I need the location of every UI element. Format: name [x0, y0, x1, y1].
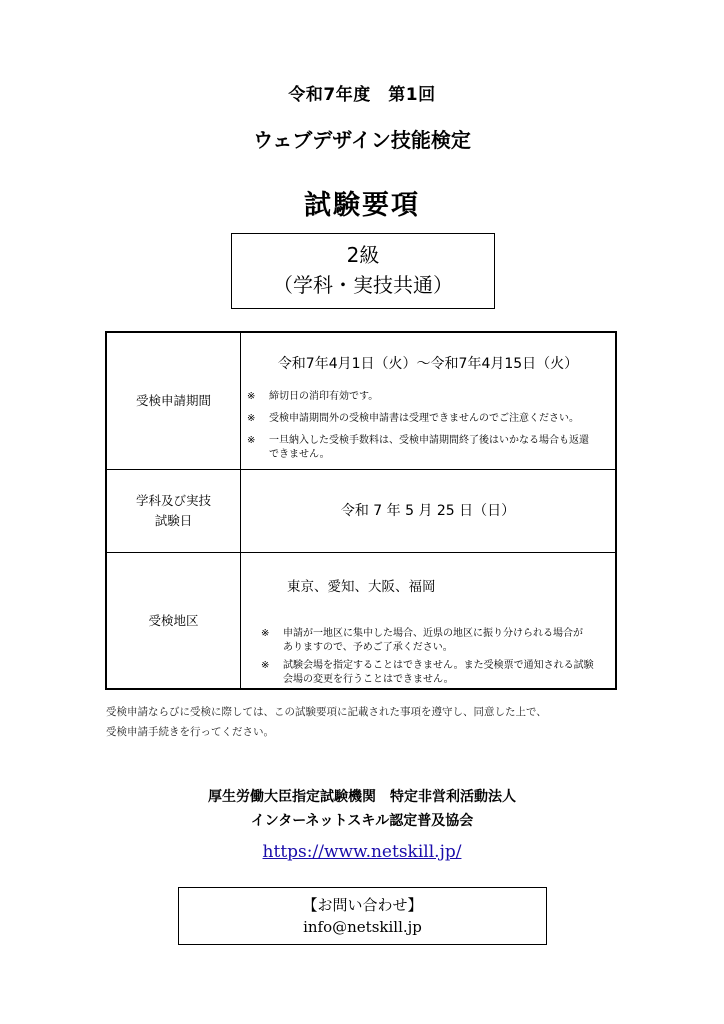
organization-website-link[interactable]: https://www.netskill.jp/: [262, 842, 462, 862]
contact-heading: 【お問い合わせ】: [302, 896, 423, 914]
row-label-application-period: 受検申請期間: [107, 333, 241, 469]
organization-line1: 厚生労働大臣指定試験機関 特定非営利活動法人: [208, 789, 516, 805]
application-dates: 令和7年4月1日（火）～令和7年4月15日（火）: [277, 356, 579, 372]
footnote-line1: 受検申請ならびに受検に際しては、この試験要項に記載された事項を遵守し、同意した上で、: [106, 706, 547, 718]
row-content-exam-region: [241, 553, 615, 688]
contact-box: [178, 887, 547, 945]
exam-regions: 東京、愛知、大阪、福岡: [287, 579, 436, 595]
row-label-exam-region: 受検地区: [107, 553, 241, 688]
note-text-line1: 申請が一地区に集中した場合、近県の地区に振り分けられる場合が: [283, 628, 583, 639]
era-round-heading: 令和7年度 第1回: [288, 85, 436, 105]
note-text-line2: 会場の変更を行うことはできません。: [283, 674, 454, 685]
note-text-line1: 一旦納入した受検手数料は、受検申請期間終了後はいかなる場合も返還: [269, 435, 589, 446]
exam-date-label-line2: 試験日: [154, 513, 193, 528]
note-mark: ※: [247, 391, 256, 402]
exam-title: ウェブデザイン技能検定: [253, 128, 471, 152]
compliance-footnote: [106, 702, 620, 742]
row-label-exam-date: [107, 470, 241, 552]
grade-scope: （学科・実技共通）: [273, 273, 453, 297]
contact-email: info@netskill.jp: [303, 918, 422, 936]
note-text: 受検申請期間外の受検申請書は受理できませんのでご注意ください。: [269, 413, 579, 424]
note-text-line1: 試験会場を指定することはできません。また受検票で通知される試験: [283, 660, 594, 671]
exam-info-table: [105, 331, 617, 690]
note-mark: ※: [261, 628, 270, 639]
row-content-exam-date: [241, 470, 615, 552]
note-text: 締切日の消印有効です。: [269, 391, 379, 402]
table-row-exam-date: [107, 470, 615, 553]
grade-level: 2級: [346, 243, 380, 267]
row-content-application-period: [241, 333, 615, 469]
note-mark: ※: [247, 413, 256, 424]
organization-name: インターネットスキル認定普及協会: [250, 813, 474, 829]
table-row-exam-region: [107, 553, 615, 688]
table-row-application-period: [107, 333, 615, 470]
exam-date-value: 令和 7 年 5 月 25 日（日）: [340, 503, 516, 519]
note-mark: ※: [261, 660, 270, 671]
footnote-line2: 受検申請手続きを行ってください。: [106, 726, 274, 738]
note-text-line2: ありますので、予めご了承ください。: [283, 642, 453, 653]
document-title: 試験要項: [304, 190, 420, 221]
exam-date-label-line1: 学科及び実技: [135, 493, 211, 508]
note-text-line2: できません。: [269, 449, 330, 460]
note-mark: ※: [247, 435, 256, 446]
grade-box: [231, 233, 495, 309]
